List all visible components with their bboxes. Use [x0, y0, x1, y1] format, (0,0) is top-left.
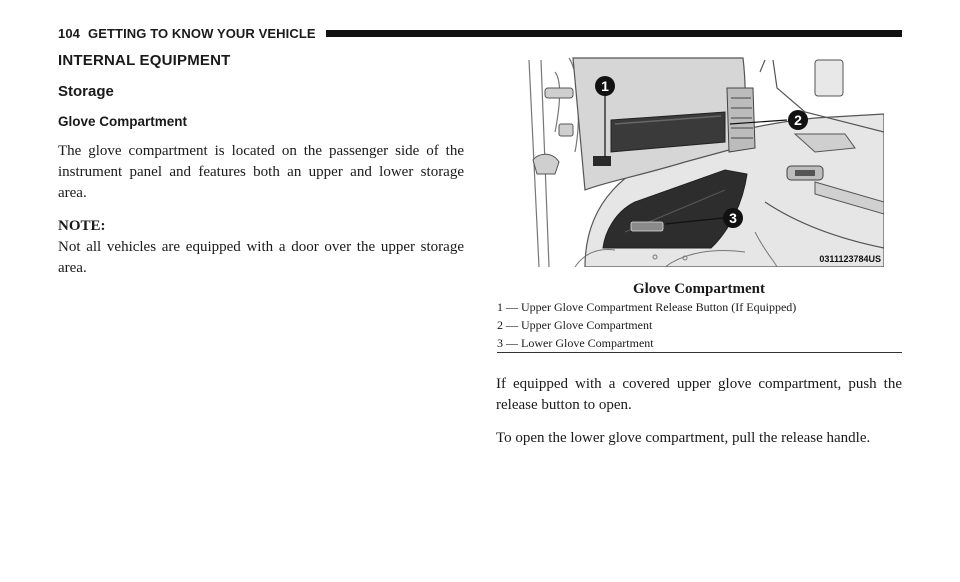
legend-item: 1 — Upper Glove Compartment Release Button (If Equipped): [497, 300, 797, 314]
right-column: [496, 374, 902, 461]
callout-3: [723, 208, 743, 228]
svg-text:1: 1: [601, 78, 609, 94]
topic-heading: Glove Compartment: [58, 114, 188, 129]
callout-1: [595, 76, 615, 96]
subsection-heading: Storage: [58, 83, 114, 100]
figure-caption: Glove Compartment: [632, 281, 766, 297]
legend-item: 3 — Lower Glove Compartment: [497, 336, 654, 350]
page-header: [58, 24, 902, 42]
header-rule: [326, 30, 902, 37]
upper-compartment-instructions: If equipped with a covered upper glove compartment, push the release button to open.: [496, 376, 902, 413]
note-text: Not all vehicles are equipped with a door over the upper storage area.: [58, 239, 464, 276]
left-column: [58, 52, 464, 279]
lower-compartment-instructions: To open the lower glove compartment, pull the release handle.: [496, 430, 871, 446]
image-code: 0311123784US: [819, 254, 881, 264]
note-label: NOTE:: [58, 218, 106, 234]
svg-text:2: 2: [794, 112, 802, 128]
glove-compartment-illustration: [515, 52, 884, 267]
legend-item: 2 — Upper Glove Compartment: [497, 318, 653, 332]
section-title: GETTING TO KNOW YOUR VEHICLE: [88, 25, 316, 41]
figure-legend: [497, 298, 902, 353]
callout-2: [788, 110, 808, 130]
illustration-svg: [515, 52, 884, 267]
intro-paragraph: The glove compartment is located on the passenger side of the instrument panel and features both an upper and lower storage area.: [58, 143, 464, 201]
page-number: 104: [58, 25, 80, 41]
section-heading: INTERNAL EQUIPMENT: [58, 52, 231, 69]
svg-text:3: 3: [729, 210, 737, 226]
